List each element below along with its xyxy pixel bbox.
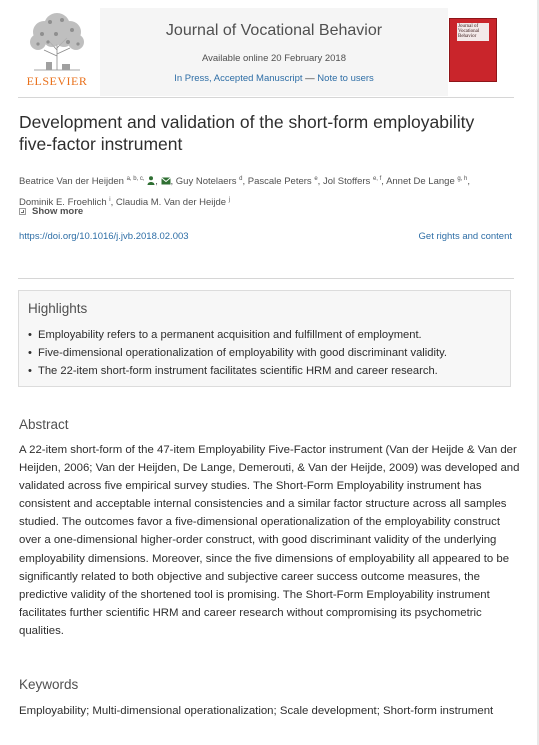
abstract-heading: Abstract	[19, 417, 69, 432]
keywords-text: Employability; Multi-dimensional operationalization; Scale development; Short-form instrument	[19, 705, 494, 717]
rights-link[interactable]: Get rights and content	[418, 231, 512, 242]
author-list: Beatrice Van der Heijden $^{a, b, c,}$ , , Guy Notelaers $^d$, Pascale Peters $^e$, Jol Stoffers $^{e, f}$, Annet De Lange $^{g, h}$, Dominik E. Froehlich $^i$, Claudia M. Van der Heijde $^j$	[19, 176, 471, 209]
icon-separator: ,	[155, 176, 161, 188]
banner-divider	[18, 97, 514, 98]
available-online-date: Available online 20 February 2018	[201, 53, 346, 64]
highlight-item: • Five-dimensional operationalization of employability with good discriminant validity.	[28, 344, 447, 362]
author-link[interactable]: Pascale Peters $^e$	[247, 176, 318, 188]
journal-cover-thumbnail[interactable]	[449, 18, 497, 82]
highlights-box	[18, 290, 511, 387]
bullet-icon: •	[28, 347, 32, 359]
keywords-heading: Keywords	[19, 677, 79, 692]
article-title: Development and validation of the short-form employability five-factor instrument	[19, 112, 475, 154]
highlight-item: • The 22-item short-form instrument facilitates scientific HRM and career research.	[28, 362, 447, 380]
mail-icon[interactable]	[161, 177, 171, 185]
doi-link[interactable]: https://doi.org/10.1016/j.jvb.2018.02.003	[19, 231, 189, 242]
author-link[interactable]: Dominik E. Froehlich $^i$	[19, 197, 111, 209]
manuscript-status	[100, 73, 448, 84]
author-link[interactable]: Annet De Lange $^{g, h}$	[386, 176, 468, 188]
show-more-label: Show more	[32, 206, 84, 217]
in-press-link[interactable]: In Press, Accepted Manuscript	[174, 73, 303, 84]
elsevier-logo[interactable]	[22, 10, 88, 92]
highlight-item: • Employability refers to a permanent acquisition and fulfillment of employment.	[28, 326, 447, 344]
cover-title: Journal of Vocational Behavior	[458, 24, 480, 39]
elsevier-tree-icon	[24, 10, 90, 72]
author-link[interactable]: Jol Stoffers $^{e, f}$	[322, 176, 382, 188]
author-link[interactable]: Claudia M. Van der Heijde $^j$	[115, 197, 231, 209]
show-more-toggle[interactable]	[19, 206, 83, 217]
plus-icon	[19, 208, 26, 215]
author-link[interactable]: Guy Notelaers $^d$	[175, 176, 243, 188]
metadata-divider	[18, 278, 514, 279]
bullet-icon: •	[28, 365, 32, 377]
journal-info	[100, 8, 448, 96]
highlights-list	[28, 326, 447, 380]
bullet-icon: •	[28, 329, 32, 341]
note-to-users-link[interactable]: Note to users	[317, 73, 374, 84]
status-separator: —	[302, 73, 318, 84]
journal-banner	[18, 8, 514, 96]
journal-title-link[interactable]: Journal of Vocational Behavior	[165, 22, 383, 39]
highlights-heading: Highlights	[28, 301, 88, 316]
abstract-text: A 22-item short-form of the 47-item Employability Five-Factor instrument (Van der Heijde & Van der Heijden, 2006; Van der Heijden, De Lange, Demerouti, & Van der Heijde, 2009) was developed and validated across five empirical survey studies. The Short-Form Employability instrument has consistent and acceptable internal consistencies and a similar factor structure across all samples studied. The outcomes favor a five-dimensional operationalization of the employability construct over a one-dimensional higher-order construct, with good discriminant validity of the underlying employability dimensions. Moreover, since the five dimensions of employability all appeared to be significantly related to both objective and subjective career success outcome measures, the predictive validity of the shortened tool is promising. The Short-Form Employability instrument facilitates further scientific HRM and career research without compromising its psychometric qualities.	[19, 444, 520, 637]
author-link[interactable]: Beatrice Van der Heijden $^{a, b, c,}$	[19, 176, 145, 188]
publisher-name: ELSEVIER	[26, 74, 88, 88]
